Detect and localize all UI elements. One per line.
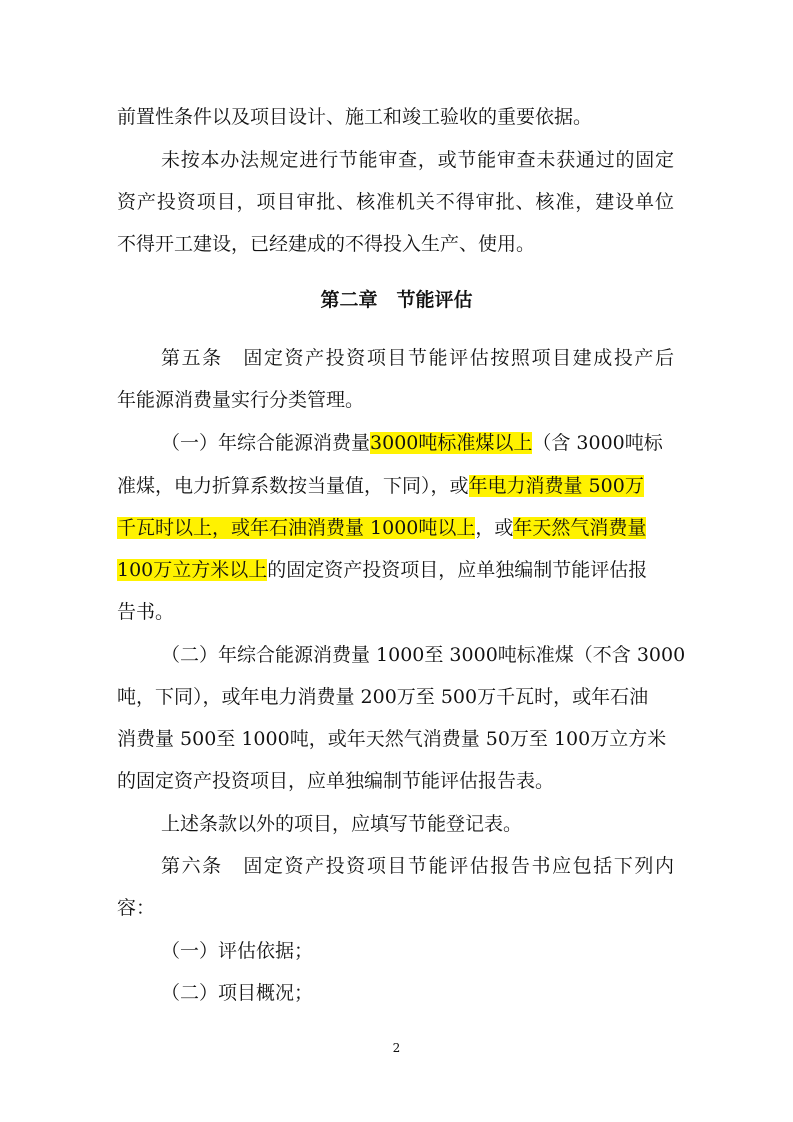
text-segment: （一）年综合能源消费量 xyxy=(161,432,371,454)
text-line: （二）项目概况； xyxy=(161,982,314,1004)
text-line: 上述条款以外的项目，应填写节能登记表。 xyxy=(161,813,523,835)
text-line: 容： xyxy=(117,897,156,919)
text-line: 的固定资产投资项目，应单独编制节能评估报告表。 xyxy=(117,770,555,792)
text-line: （一）评估依据； xyxy=(161,940,314,962)
text-segment: 的固定资产投资项目，应单独编制节能评估报 xyxy=(267,559,648,581)
text-segment: （含 3000吨标 xyxy=(532,432,663,454)
text-line xyxy=(117,472,644,500)
text-line: 前置性条件以及项目设计、施工和竣工验收的重要依据。 xyxy=(117,106,593,128)
highlighted-text: 年电力消费量 500万 xyxy=(468,475,644,497)
text-line: 告书。 xyxy=(117,601,175,623)
page-number: 2 xyxy=(392,1041,401,1055)
text-line: 吨，下同），或年电力消费量 200万至 500万千瓦时，或年石油 xyxy=(117,686,649,708)
text-line: 年能源消费量实行分类管理。 xyxy=(117,389,365,411)
text-line: 消费量 500至 1000吨，或年天然气消费量 50万至 100万立方米 xyxy=(117,728,667,750)
text-segment: 准煤，电力折算系数按当量值，下同），或 xyxy=(117,475,469,497)
chapter-heading: 第二章 节能评估 xyxy=(320,289,473,311)
text-line xyxy=(117,556,647,584)
text-line: 资产投资项目，项目审批、核准机关不得审批、核准，建设单位 xyxy=(117,191,674,213)
text-line: 不得开工建设，已经建成的不得投入生产、使用。 xyxy=(117,233,536,255)
text-line: 第六条 固定资产投资项目节能评估报告书应包括下列内 xyxy=(161,855,674,877)
highlighted-text: 100万立方米以上 xyxy=(117,559,268,581)
highlighted-text: 3000吨标准煤以上 xyxy=(370,432,533,454)
text-segment: ，或 xyxy=(475,517,514,539)
text-line: 第五条 固定资产投资项目节能评估按照项目建成投产后 xyxy=(161,347,674,369)
text-line xyxy=(117,514,646,542)
highlighted-text: 千瓦时以上，或年石油消费量 1000吨以上 xyxy=(117,517,476,539)
text-line: 未按本办法规定进行节能审查，或节能审查未获通过的固定 xyxy=(161,149,674,171)
highlighted-text: 年天然气消费量 xyxy=(513,517,647,539)
text-line xyxy=(161,429,663,457)
text-line: （二）年综合能源消费量 1000至 3000吨标准煤（不含 3000 xyxy=(161,644,686,666)
